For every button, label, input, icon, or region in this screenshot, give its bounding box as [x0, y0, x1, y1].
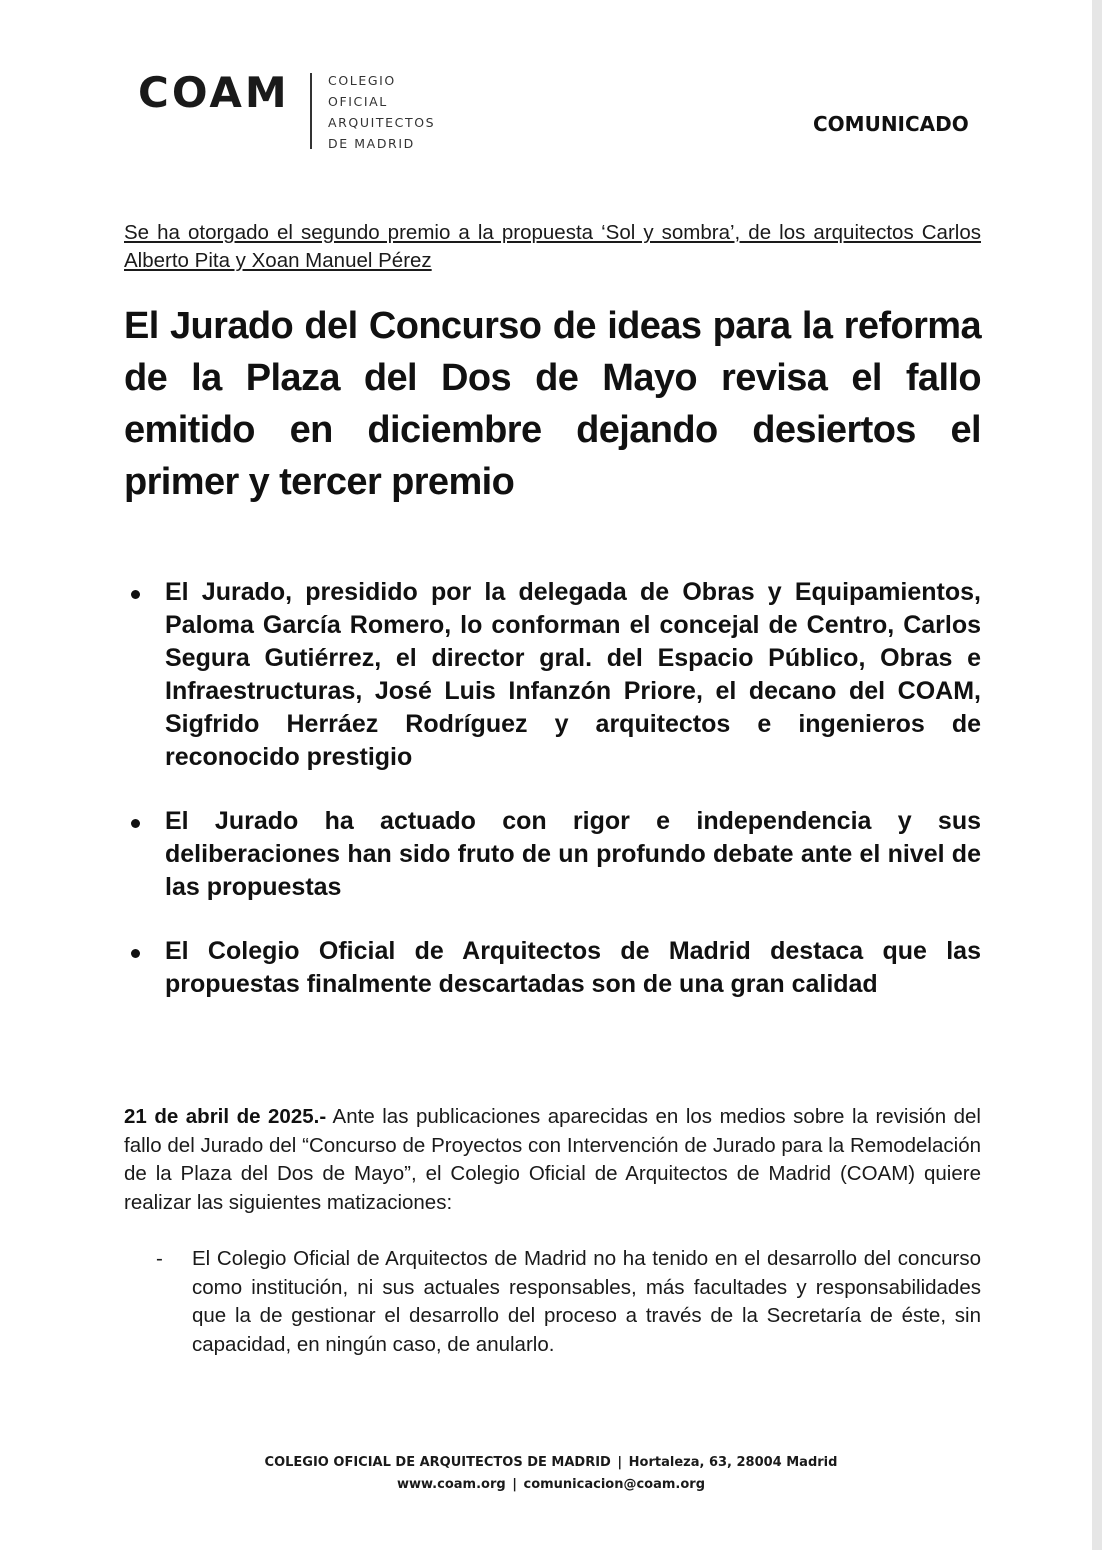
- clarifications-list: [124, 1245, 981, 1359]
- logo-wordmark: COAM: [138, 68, 290, 117]
- headline: El Jurado del Concurso de ideas para la reforma de la Plaza del Dos de Mayo revisa el fallo emitido en diciembre dejando desiertos el primer y tercer premio: [124, 305, 981, 503]
- highlight-item: [124, 935, 981, 1001]
- footer-line-2: [0, 1474, 1102, 1496]
- logo-subtitle-line: DE MADRID: [328, 136, 415, 151]
- dash-marker: -: [156, 1247, 163, 1270]
- highlight-item: [124, 805, 981, 904]
- footer: [0, 1452, 1102, 1496]
- body-intro-text: Ante las publicaciones aparecidas en los medios sobre la revisión del fallo del Jurado del “Concurso de Proyectos con Intervención de Jurado para la Remodelación de la Plaza del Dos de Mayo”, el Colegio Oficial de Arquitectos de Madrid (COAM) quiere realizar las siguientes matizaciones:: [124, 1105, 981, 1214]
- logo-divider: [310, 73, 312, 149]
- document-type-label: COMUNICADO: [813, 112, 969, 136]
- subheading: Se ha otorgado el segundo premio a la propuesta ‘Sol y sombra’, de los arquitectos Carlos Alberto Pita y Xoan Manuel Pérez: [124, 221, 981, 272]
- logo-subtitle-line: OFICIAL: [328, 94, 388, 109]
- highlights-list: [124, 576, 981, 1001]
- logo-subtitle: [328, 70, 435, 154]
- footer-address: Hortaleza, 63, 28004 Madrid: [628, 1455, 838, 1470]
- highlight-item: [124, 576, 981, 774]
- footer-separator: |: [617, 1455, 623, 1470]
- highlight-text: El Jurado, presidido por la delegada de Obras y Equipamientos, Paloma García Romero, lo conforman el concejal de Centro, Carlos Segura Gutiérrez, el director gral. del Espacio Público, Obras e Infraestructuras, José Luis Infanzón Priore, el decano del COAM, Sigfrido Herráez Rodríguez y arquitectos e ingenieros de reconocido prestigio: [165, 578, 981, 771]
- bullet-icon: [131, 819, 140, 828]
- body-intro-paragraph: [124, 1103, 981, 1217]
- logo-subtitle-line: COLEGIO: [328, 73, 396, 88]
- clarification-text: El Colegio Oficial de Arquitectos de Madrid no ha tenido en el desarrollo del concurso como institución, ni sus actuales responsables, más facultades y responsabilidades que la de gestionar el desarrollo del proceso a través de la Secretaría de éste, sin capacidad, en ningún caso, de anularlo.: [192, 1247, 981, 1356]
- bullet-icon: [131, 590, 140, 599]
- footer-line-1: [0, 1452, 1102, 1474]
- highlight-text: El Colegio Oficial de Arquitectos de Madrid destaca que las propuestas finalmente descartadas son de una gran calidad: [165, 937, 981, 998]
- footer-separator: |: [512, 1477, 517, 1492]
- release-date: 21 de abril de 2025.-: [124, 1105, 327, 1128]
- footer-org: COLEGIO OFICIAL DE ARQUITECTOS DE MADRID: [264, 1455, 611, 1470]
- footer-website-link[interactable]: www.coam.org: [396, 1477, 506, 1492]
- page-edge: [1092, 0, 1102, 1550]
- footer-email-link[interactable]: comunicacion@coam.org: [523, 1477, 706, 1492]
- highlight-text: El Jurado ha actuado con rigor e independencia y sus deliberaciones han sido fruto de un profundo debate ante el nivel de las propuestas: [165, 807, 981, 901]
- logo-subtitle-line: ARQUITECTOS: [328, 115, 436, 130]
- bullet-icon: [131, 949, 140, 958]
- clarification-item: [124, 1245, 981, 1359]
